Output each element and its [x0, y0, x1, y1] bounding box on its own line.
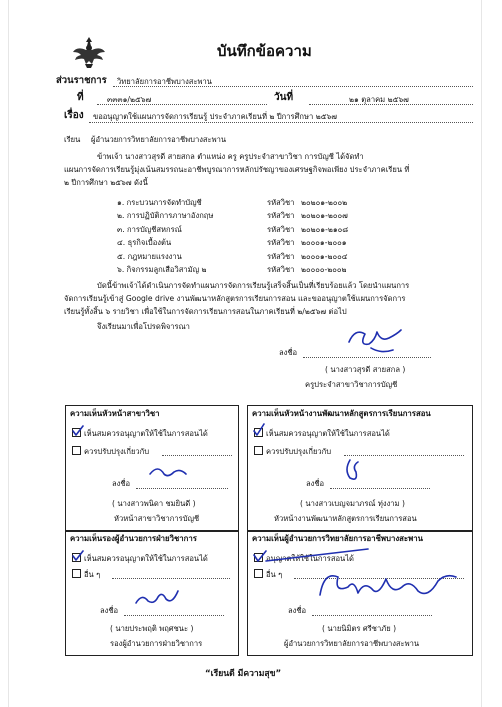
intro-line-3: ๒ ปีการศึกษา ๒๕๖๗ ดังนี้ — [64, 178, 148, 187]
memo-title: บันทึกข้อความ — [217, 42, 312, 60]
approve-label: เห็นสมควรอนุญาตให้ใช้ในการสอนได้ — [84, 554, 208, 563]
signer-name: ( นางสาวเบญจมาภรณ์ ทุ่งงาม ) — [300, 499, 405, 508]
course-row — [117, 196, 348, 209]
approve-label: เห็นสมควรอนุญาตให้ใช้ในการสอนได้ — [266, 429, 390, 438]
approve-option[interactable] — [254, 428, 390, 439]
sign-line — [312, 615, 432, 616]
sign-label: ลงชื่อ — [288, 606, 307, 615]
course-code: ๒๐๒๐๑-๒๑๐๘ — [301, 224, 349, 234]
check-mark-icon — [252, 423, 266, 437]
date-label: วันที่ — [274, 92, 294, 103]
course-code-label: รหัสวิชา — [267, 211, 295, 221]
requester-position: ครูประจำสาขาวิชาการบัญชี — [305, 380, 398, 389]
other-dotted-line — [112, 578, 230, 579]
approve-option[interactable] — [72, 553, 208, 564]
box-title: ความเห็นผู้อำนวยการวิทยาลัยการอาชีพบางสะพาน — [252, 534, 423, 543]
other-checkbox[interactable] — [254, 569, 263, 578]
department-head-box — [65, 405, 239, 532]
subject-label: เรื่อง — [64, 110, 84, 121]
course-code: ๒๐๒๐๑-๒๐๐๒ — [301, 198, 348, 207]
course-code-label: รหัสวิชา — [267, 198, 295, 207]
course-code: ๒๐๐๐๑-๒๐๐๔ — [301, 251, 348, 261]
sign-label: ลงชื่อ — [112, 479, 131, 488]
course-row — [117, 223, 348, 236]
course-code-label: รหัสวิชา — [267, 224, 295, 234]
course-list — [117, 196, 348, 276]
requester-signature — [341, 320, 411, 360]
curriculum-head-signature — [338, 456, 368, 484]
agency-label: ส่วนราชการ — [56, 75, 107, 86]
signer-position: หัวหน้างานพัฒนาหลักสูตรการเรียนการสอน — [274, 514, 417, 523]
signer-name: ( นายนิมิตร ศรีชาภัย ) — [322, 624, 397, 633]
director-box — [247, 530, 473, 656]
course-name: ๑. กระบวนการจัดทำบัญชี — [117, 198, 202, 207]
sign-label: ลงชื่อ — [306, 479, 325, 488]
improve-option[interactable] — [72, 446, 149, 457]
course-code-label: รหัสวิชา — [267, 251, 295, 261]
signer-name: ( นายประพฤติ พฤศชนะ ) — [110, 624, 194, 633]
requester-sign-line — [303, 357, 431, 358]
salutation-value: ผู้อำนวยการวิทยาลัยการอาชีพบางสะพาน — [91, 135, 227, 144]
course-name: ๔. ธุรกิจเบื้องต้น — [117, 238, 172, 248]
subject-value: ขออนุญาตใช้แผนการจัดการเรียนรู้ ประจำภาคเรียนที่ ๒ ปีการศึกษา ๒๕๖๗ — [93, 112, 337, 121]
other-label: อื่น ๆ — [266, 570, 283, 579]
salutation-label: เรียน — [64, 135, 81, 144]
sign-line — [136, 488, 228, 489]
ref-value: ๓๓๓๑/๒๕๖๗ — [107, 95, 152, 104]
box-title: ความเห็นหัวหน้างานพัฒนาหลักสูตรการเรียนการสอน — [252, 409, 431, 418]
check-mark-icon — [71, 550, 85, 562]
course-code: ๒๐๒๐๑-๒๐๐๗ — [301, 211, 348, 221]
ref-dotted-line — [97, 104, 267, 105]
course-row — [117, 250, 348, 263]
sign-line — [330, 488, 430, 489]
box-title: ความเห็นรองผู้อำนวยการฝ่ายวิชาการ — [70, 534, 197, 543]
paragraph-line-2: จัดการเรียนรู้เข้าสู่ Google drive งานพัฒนาหลักสูตรการเรียนการสอน และขออนุญาตใช้แผนการจัดการ — [64, 294, 406, 303]
improve-checkbox[interactable] — [72, 446, 81, 455]
director-signature — [314, 565, 462, 611]
intro-line-1: ข้าพเจ้า นางสาวสุรดี สายสกล ตำแหน่ง ครู ครูประจำสาขาวิชา การบัญชี ได้จัดทำ — [97, 152, 364, 161]
course-row — [117, 263, 348, 276]
course-code: ๒๐๐๐๑-๒๐๐๑ — [301, 238, 347, 248]
other-option[interactable] — [72, 569, 100, 580]
sign-label: ลงชื่อ — [100, 606, 119, 615]
course-code-label: รหัสวิชา — [267, 238, 295, 248]
garuda-emblem-icon — [71, 34, 107, 70]
agency-dotted-line — [113, 86, 473, 87]
ref-label: ที่ — [77, 92, 84, 103]
other-option[interactable] — [254, 569, 282, 580]
course-name: ๕. กฎหมายแรงงาน — [117, 251, 182, 261]
memo-page — [8, 0, 482, 707]
other-label: อื่น ๆ — [84, 570, 101, 579]
motto: “เรียนดี มีความสุข” — [205, 669, 282, 679]
closing-line: จึงเรียนมาเพื่อโปรดพิจารณา — [97, 322, 190, 331]
sign-line — [124, 615, 224, 616]
date-value: ๒๑ ตุลาคม ๒๕๖๗ — [349, 95, 409, 104]
course-name: ๖. กิจกรรมลูกเสือวิสามัญ ๒ — [117, 265, 207, 275]
signer-position: ผู้อำนวยการวิทยาลัยการอาชีพบางสะพาน — [284, 639, 420, 648]
deputy-director-box — [65, 530, 239, 656]
signer-position: รองผู้อำนวยการฝ่ายวิชาการ — [110, 639, 203, 648]
signer-position: หัวหน้าสาขาวิชาการบัญชี — [114, 514, 200, 523]
agency-value: วิทยาลัยการอาชีพบางสะพาน — [117, 77, 212, 86]
approve-label: เห็นสมควรอนุญาตให้ใช้ในการสอนได้ — [84, 429, 208, 438]
check-mark-icon — [71, 425, 85, 437]
approve-label: อนุญาตให้ใช้ในการสอนได้ — [266, 554, 354, 563]
box-title: ความเห็นหัวหน้าสาขาวิชา — [70, 409, 160, 418]
course-code-label: รหัสวิชา — [267, 265, 295, 275]
course-code: ๒๐๐๐๐-๒๐๐๒ — [301, 265, 347, 275]
requester-sign-label: ลงชื่อ — [279, 348, 298, 357]
requester-name: ( นางสาวสุรดี สายสกล ) — [325, 365, 406, 374]
date-dotted-line — [309, 104, 473, 105]
other-checkbox[interactable] — [72, 569, 81, 578]
intro-line-2: แผนการจัดการเรียนรู้มุ่งเน้นสมรรถนะอาชีพบูรณาการหลักปรัชญาของเศรษฐกิจพอเพียง ประจำภาคเรียน ที่ — [64, 165, 410, 174]
improve-option[interactable] — [254, 446, 331, 457]
curriculum-head-box — [247, 405, 473, 532]
deputy-director-signature — [132, 585, 186, 611]
improve-label: ควรปรับปรุงเกี่ยวกับ — [266, 447, 332, 456]
subject-dotted-line — [89, 122, 473, 123]
improve-dotted-line — [162, 455, 232, 456]
improve-label: ควรปรับปรุงเกี่ยวกับ — [84, 447, 150, 456]
paragraph-line-3: เรียนรู้ทั้งสิ้น ๖ รายวิชา เพื่อใช้ในการจัดการเรียนการสอนในภาคเรียนที่ ๒/๒๕๖๗ ต่อไป — [64, 307, 347, 316]
approve-option[interactable] — [72, 428, 208, 439]
course-row — [117, 209, 348, 222]
course-row — [117, 236, 348, 249]
improve-checkbox[interactable] — [254, 446, 263, 455]
paragraph-line-1: บัดนี้ข้าพเจ้าได้ดำเนินการจัดทำแผนการจัดการเรียนรู้เสร็จสิ้นเป็นที่เรียบร้อยแล้ว โดยนำแผนการ — [97, 281, 410, 290]
course-name: ๓. การบัญชีสหกรณ์ — [117, 224, 182, 234]
department-head-signature — [146, 462, 190, 482]
course-name: ๒. การปฏิบัติการภาษาอังกฤษ — [117, 211, 214, 221]
signer-name: ( นางสาวพนิดา ชมยินดี ) — [112, 499, 196, 508]
